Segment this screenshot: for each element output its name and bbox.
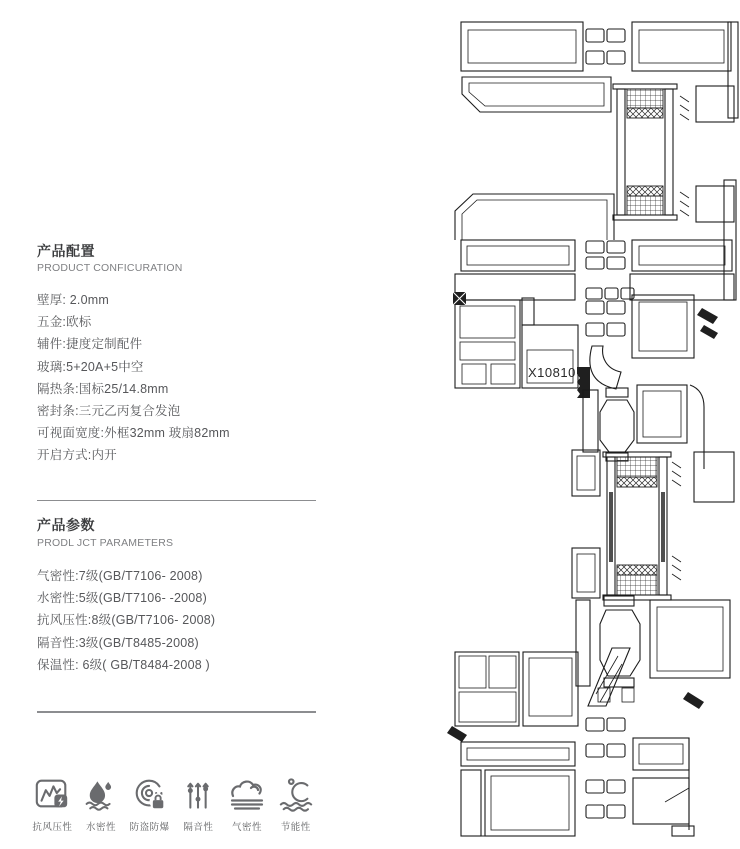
feature-energy-saving [271, 774, 320, 833]
spec-item-opening-method: 开启方式:内开 [37, 448, 117, 463]
product-parameters-list [37, 565, 215, 676]
feature-sound-insulation [174, 774, 223, 833]
anti-theft-explosion-icon [131, 774, 169, 814]
product-parameters-subtitle: PRODL JCT PARAMETERS [37, 537, 174, 549]
wind-pressure-icon [33, 774, 71, 814]
product-configuration-list [37, 289, 230, 467]
param-item-wind-pressure: 抗风压性:8级(GB/T7106- 2008) [37, 613, 216, 628]
air-tightness-icon [227, 774, 267, 814]
feature-water-tightness [77, 774, 126, 833]
feature-label: 节能性 [280, 822, 311, 833]
energy-saving-icon [277, 774, 315, 814]
spec-item-accessories: 辅件:捷度定制配件 [37, 337, 143, 352]
insulated-glass-unit-top [613, 84, 734, 222]
spec-item-glass: 玻璃:5+20A+5中空 [37, 359, 144, 374]
spec-item-thermal-strip: 隔热条:国标25/14.8mm [37, 381, 169, 396]
feature-anti-theft [125, 774, 174, 833]
feature-label: 气密性 [232, 822, 263, 833]
feature-label: 抗风压性 [32, 822, 73, 833]
middle-frame-section [453, 180, 736, 469]
param-item-sound-insulation: 隔音性:3级(GB/T8485-2008) [37, 635, 199, 650]
spec-item-seal-strip: 密封条:三元乙丙复合发泡 [37, 404, 181, 419]
param-item-water-tightness: 水密性:5级(GB/T7106- -2008) [37, 591, 207, 606]
feature-air-tightness [223, 774, 272, 833]
product-configuration-title: 产品配置 [37, 243, 95, 259]
section-divider [37, 711, 316, 713]
feature-label: 水密性 [86, 822, 117, 833]
product-parameters-title: 产品参数 [37, 517, 95, 533]
param-item-heat-insulation: 保温性: 6级( GB/T8484-2008 ) [37, 657, 210, 672]
part-number-label: X10810 [528, 365, 576, 380]
cross-section-svg [440, 0, 740, 849]
water-tightness-icon [83, 774, 119, 814]
spec-item-wall-thickness: 壁厚: 2.0mm [37, 293, 109, 307]
sound-insulation-icon [181, 774, 215, 814]
spec-item-visible-width: 可视面宽度:外框32mm 玻扇82mm [37, 426, 230, 441]
section-divider [37, 500, 316, 501]
product-configuration-subtitle: PRODUCT CONFICURATION [37, 262, 183, 274]
insulated-glass-unit-bottom [572, 450, 734, 600]
feature-label: 防盗防爆 [129, 822, 170, 833]
spec-item-hardware: 五金:欧标 [37, 315, 92, 330]
param-item-air-tightness: 气密性:7级(GB/T7106- 2008) [37, 569, 203, 583]
bottom-frame-section [447, 596, 730, 836]
feature-wind-pressure [28, 774, 77, 833]
feature-icons-row [28, 774, 320, 833]
window-profile-cross-section-diagram [440, 0, 740, 849]
feature-label: 隔音性 [183, 822, 214, 833]
